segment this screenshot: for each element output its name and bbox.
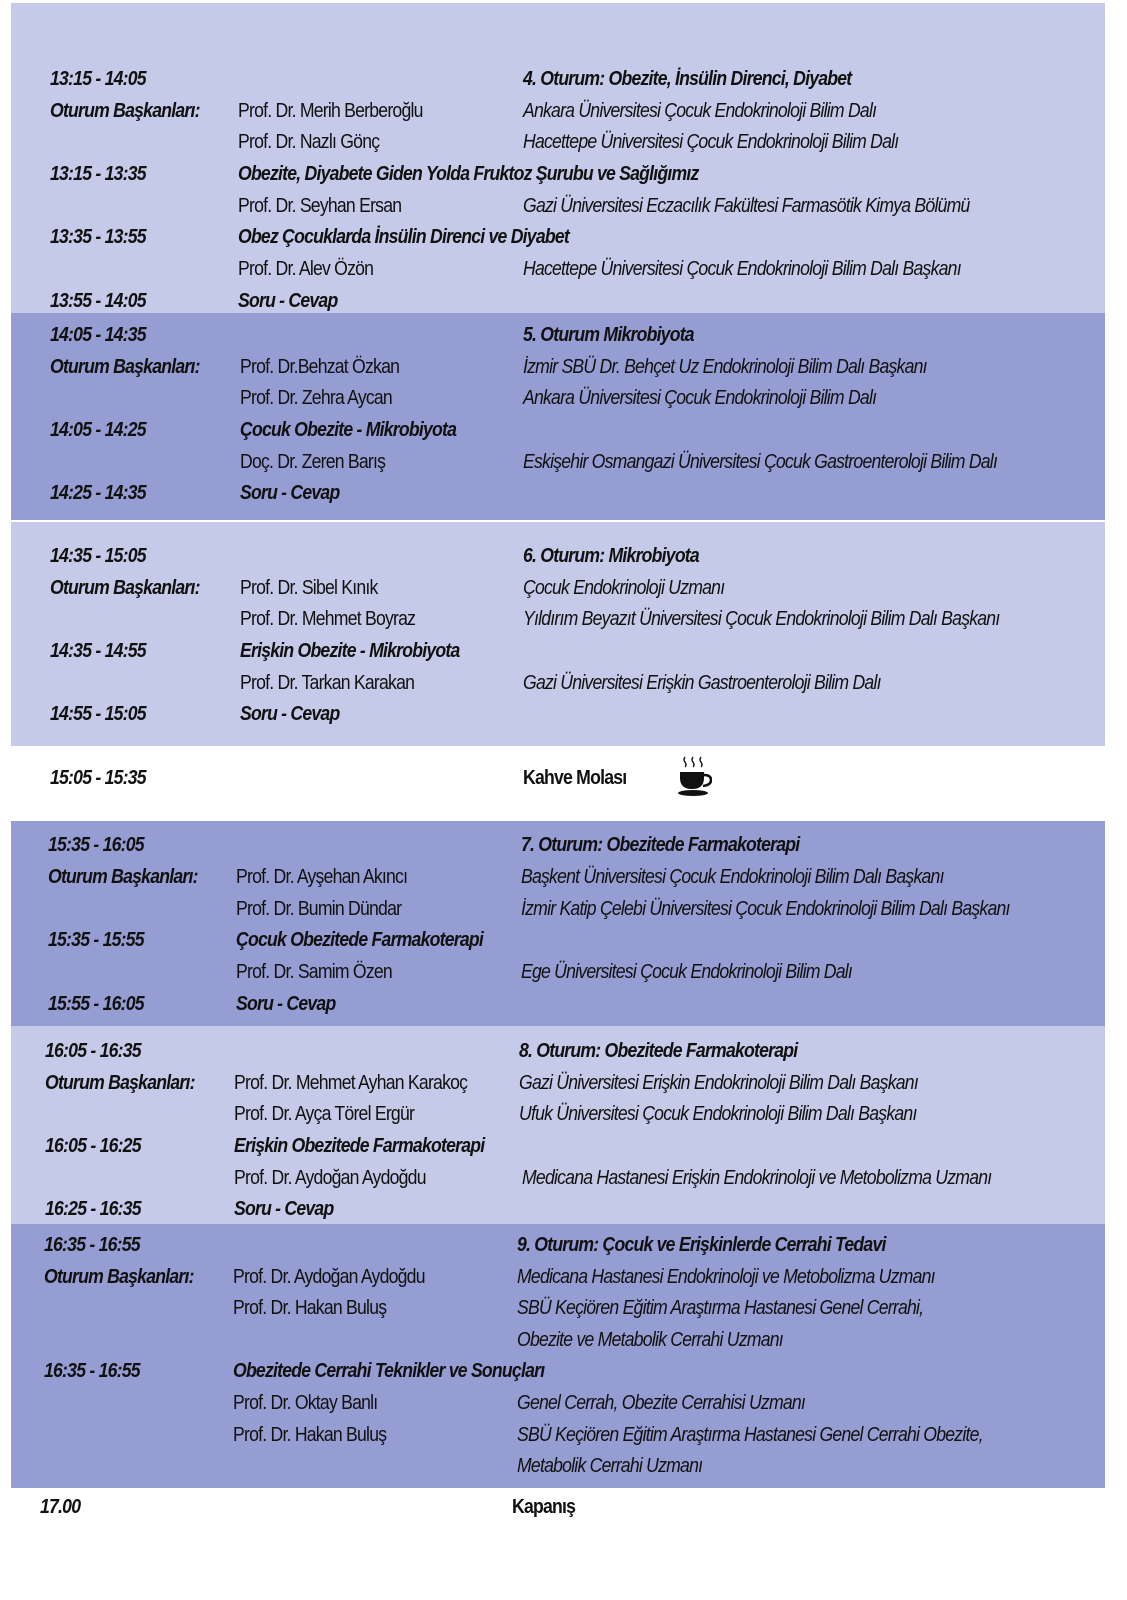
talk-time: 13:15 - 13:35 [50, 162, 146, 185]
chair-affiliation: Ufuk Üniversitesi Çocuk Endokrinoloji Bilim Dalı Başkanı [519, 1102, 917, 1125]
qa-time: 14:25 - 14:35 [50, 481, 146, 504]
closing-label: Kapanış [512, 1495, 576, 1518]
chair-affiliation: Ankara Üniversitesi Çocuk Endokrinoloji Bilim Dalı [523, 99, 877, 122]
chair-affiliation: Yıldırım Beyazıt Üniversitesi Çocuk Endokrinoloji Bilim Dalı Başkanı [523, 607, 1000, 630]
session-title: 4. Oturum: Obezite, İnsülin Direnci, Diyabet [523, 67, 852, 90]
talk-time: 13:35 - 13:55 [50, 225, 146, 248]
chair-name: Prof. Dr. Aydoğan Aydoğdu [233, 1265, 425, 1288]
session-title: 9. Oturum: Çocuk ve Erişkinlerde Cerrahi Tedavi [517, 1233, 886, 1256]
break-time: 15:05 - 15:35 [50, 766, 146, 789]
speaker-affiliation: Gazi Üniversitesi Eczacılık Fakültesi Farmasötik Kimya Bölümü [523, 194, 970, 217]
talk-title: Çocuk Obezitede Farmakoterapi [236, 928, 483, 951]
chair-name: Prof. Dr. Sibel Kınık [240, 576, 378, 599]
qa-time: 14:55 - 15:05 [50, 702, 146, 725]
chair-affiliation: SBÜ Keçiören Eğitim Araştırma Hastanesi Genel Cerrahi, [517, 1296, 924, 1319]
chair-name: Prof. Dr. Mehmet Ayhan Karakoç [234, 1071, 468, 1094]
chair-name: Prof. Dr. Bumin Dündar [236, 897, 402, 920]
closing-time: 17.00 [40, 1495, 81, 1518]
speaker-name: Prof. Dr. Samim Özen [236, 960, 392, 983]
chair-affiliation: Gazi Üniversitesi Erişkin Endokrinoloji Bilim Dalı Başkanı [519, 1071, 918, 1094]
chairs-label: Oturum Başkanları: [44, 1265, 194, 1288]
session-time: 14:05 - 14:35 [50, 323, 146, 346]
chairs-label: Oturum Başkanları: [48, 865, 198, 888]
chair-affiliation: Hacettepe Üniversitesi Çocuk Endokrinoloji Bilim Dalı [523, 130, 899, 153]
qa-time: 16:25 - 16:35 [45, 1197, 141, 1220]
talk-time: 14:35 - 14:55 [50, 639, 146, 662]
speaker-affiliation: SBÜ Keçiören Eğitim Araştırma Hastanesi Genel Cerrahi Obezite, [517, 1423, 983, 1446]
session-title: 5. Oturum Mikrobiyota [523, 323, 694, 346]
chair-affiliation: İzmir SBÜ Dr. Behçet Uz Endokrinoloji Bilim Dalı Başkanı [523, 355, 927, 378]
session-time: 13:15 - 14:05 [50, 67, 146, 90]
qa-time: 13:55 - 14:05 [50, 289, 146, 312]
session-title: 8. Oturum: Obezitede Farmakoterapi [519, 1039, 798, 1062]
talk-time: 15:35 - 15:55 [48, 928, 144, 951]
speaker-name: Prof. Dr. Tarkan Karakan [240, 671, 415, 694]
break-label: Kahve Molası [523, 766, 627, 789]
chairs-label: Oturum Başkanları: [45, 1071, 195, 1094]
speaker-affiliation: Gazi Üniversitesi Erişkin Gastroenteroloji Bilim Dalı [523, 671, 881, 694]
speaker-affiliation: Medicana Hastanesi Erişkin Endokrinoloji ve Metobolizma Uzmanı [522, 1166, 992, 1189]
talk-title: Erişkin Obezite - Mikrobiyota [240, 639, 460, 662]
talk-time: 16:35 - 16:55 [44, 1359, 140, 1382]
chairs-label: Oturum Başkanları: [50, 355, 200, 378]
speaker-affiliation: Eskişehir Osmangazi Üniversitesi Çocuk Gastroenteroloji Bilim Dalı [523, 450, 998, 473]
session-time: 14:35 - 15:05 [50, 544, 146, 567]
chair-name: Prof. Dr. Mehmet Boyraz [240, 607, 416, 630]
session-title: 6. Oturum: Mikrobiyota [523, 544, 699, 567]
chair-name: Prof. Dr.Behzat Özkan [240, 355, 400, 378]
talk-time: 14:05 - 14:25 [50, 418, 146, 441]
speaker-name: Prof. Dr. Oktay Banlı [233, 1391, 378, 1414]
chair-affiliation: Medicana Hastanesi Endokrinoloji ve Metobolizma Uzmanı [517, 1265, 935, 1288]
qa-label: Soru - Cevap [240, 481, 340, 504]
chairs-label: Oturum Başkanları: [50, 99, 200, 122]
speaker-affiliation: Hacettepe Üniversitesi Çocuk Endokrinoloji Bilim Dalı Başkanı [523, 257, 961, 280]
coffee-cup-icon [676, 756, 712, 798]
chair-name: Prof. Dr. Merih Berberoğlu [238, 99, 423, 122]
qa-label: Soru - Cevap [240, 702, 340, 725]
talk-title: Erişkin Obezitede Farmakoterapi [234, 1134, 485, 1157]
session-time: 15:35 - 16:05 [48, 833, 144, 856]
chair-name: Prof. Dr. Nazlı Gönç [238, 130, 380, 153]
chair-affiliation: Çocuk Endokrinoloji Uzmanı [523, 576, 725, 599]
qa-label: Soru - Cevap [238, 289, 338, 312]
speaker-name: Prof. Dr. Alev Özön [238, 257, 374, 280]
chair-name: Prof. Dr. Ayşehan Akıncı [236, 865, 408, 888]
speaker-name: Prof. Dr. Aydoğan Aydoğdu [234, 1166, 426, 1189]
qa-label: Soru - Cevap [234, 1197, 334, 1220]
chair-name: Prof. Dr. Ayça Törel Ergür [234, 1102, 415, 1125]
talk-title: Obezitede Cerrahi Teknikler ve Sonuçları [233, 1359, 545, 1382]
chairs-label: Oturum Başkanları: [50, 576, 200, 599]
speaker-affiliation: Ege Üniversitesi Çocuk Endokrinoloji Bilim Dalı [521, 960, 853, 983]
session-time: 16:35 - 16:55 [44, 1233, 140, 1256]
speaker-name: Doç. Dr. Zeren Barış [240, 450, 386, 473]
chair-name: Prof. Dr. Zehra Aycan [240, 386, 392, 409]
speaker-affiliation-cont: Metabolik Cerrahi Uzmanı [517, 1454, 703, 1477]
speaker-name: Prof. Dr. Seyhan Ersan [238, 194, 402, 217]
talk-time: 16:05 - 16:25 [45, 1134, 141, 1157]
chair-affiliation: Başkent Üniversitesi Çocuk Endokrinoloji Bilim Dalı Başkanı [521, 865, 944, 888]
qa-label: Soru - Cevap [236, 992, 336, 1015]
chair-affiliation-cont: Obezite ve Metabolik Cerrahi Uzmanı [517, 1328, 783, 1351]
talk-title: Çocuk Obezite - Mikrobiyota [240, 418, 457, 441]
talk-title: Obezite, Diyabete Giden Yolda Fruktoz Şurubu ve Sağlığımız [238, 162, 699, 185]
speaker-affiliation: Genel Cerrah, Obezite Cerrahisi Uzmanı [517, 1391, 806, 1414]
session-title: 7. Oturum: Obezitede Farmakoterapi [521, 833, 800, 856]
chair-name: Prof. Dr. Hakan Buluş [233, 1296, 387, 1319]
session-time: 16:05 - 16:35 [45, 1039, 141, 1062]
talk-title: Obez Çocuklarda İnsülin Direnci ve Diyabet [238, 225, 569, 248]
chair-affiliation: Ankara Üniversitesi Çocuk Endokrinoloji Bilim Dalı [523, 386, 877, 409]
qa-time: 15:55 - 16:05 [48, 992, 144, 1015]
chair-affiliation: İzmir Katip Çelebi Üniversitesi Çocuk Endokrinoloji Bilim Dalı Başkanı [521, 897, 1010, 920]
speaker-name: Prof. Dr. Hakan Buluş [233, 1423, 387, 1446]
